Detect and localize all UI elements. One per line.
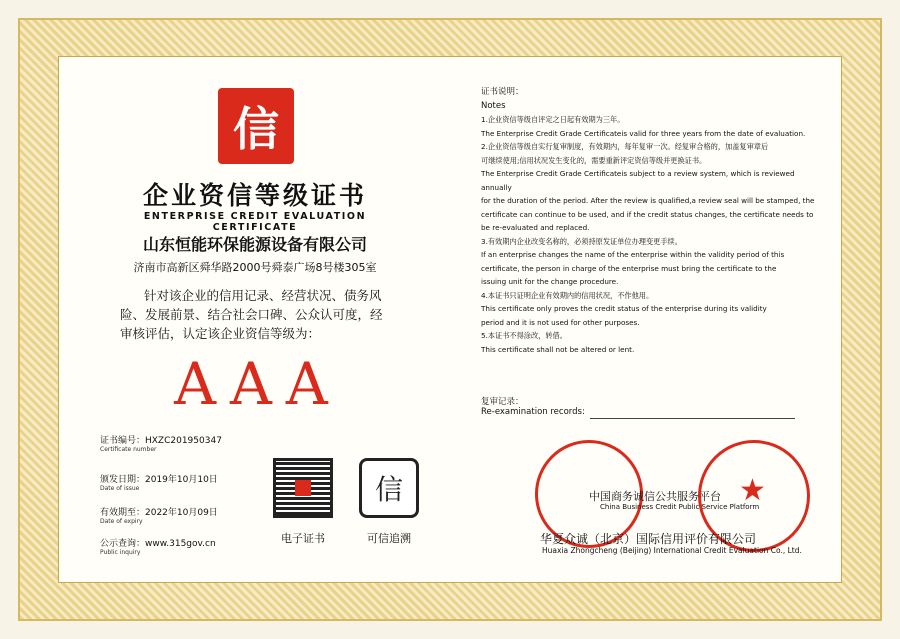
issue-date-field — [100, 472, 218, 492]
notes-heading-cn: 证书说明： — [481, 87, 524, 97]
trust-trace-label: 可信追溯 — [367, 532, 411, 545]
recheck-label-en: Re-examination records: — [481, 407, 585, 417]
trust-trace-icon[interactable]: 信 — [359, 458, 419, 518]
evaluation-statement: 针对该企业的信用记录、经营状况、债务风险、发展前景、结合社会口碑、公众认可度，经审核评估，认定该企业资信等级为： — [120, 288, 383, 341]
qr-code-icon[interactable] — [273, 458, 333, 518]
note-line: issuing unit for the change procedure. — [481, 277, 619, 286]
company-address: 济南市高新区舜华路2000号舜泰广场8号楼305室 — [133, 261, 377, 274]
company-name: 山东恒能环保能源设备有限公司 — [142, 235, 367, 254]
note-line: The Enterprise Credit Grade Certificateis valid for three years from the date of evaluation. — [481, 128, 806, 138]
certificate-number-field — [100, 433, 222, 453]
seal-star-icon: ★ — [739, 473, 766, 508]
recheck-signature-line — [590, 418, 795, 419]
note-line: be re-evaluated and replaced. — [481, 223, 590, 232]
recheck-label-cn: 复审记录： — [481, 397, 524, 407]
note-line: certificate, the person in charge of the enterprise must bring the certificate to the — [481, 263, 777, 273]
public-inquiry-field — [100, 536, 216, 556]
note-line: period and it is not used for other purposes. — [481, 317, 640, 327]
expiry-date-field — [100, 505, 218, 525]
certificate-title-en: ENTERPRISE CREDIT EVALUATION CERTIFICATE — [143, 211, 367, 233]
note-line: 1.企业资信等级自评定之日起有效期为三年。 — [481, 115, 625, 124]
recheck-section — [481, 395, 585, 417]
public-inquiry-label-en: Public inquiry — [100, 549, 141, 556]
note-line: for the duration of the period. After the review is qualified,a review seal will be stamped, the — [481, 196, 815, 205]
platform-name-en: China Business Credit Public Service Platform — [600, 503, 760, 511]
expiry-date: 有效期至：2022年10月09日 — [100, 508, 218, 518]
evaluator-name: 华夏众诚（北京）国际信用评价有限公司 — [540, 532, 757, 546]
evaluator-name-en: Huaxia Zhongcheng (Beijing) International Credit Evaluation Co., Ltd. — [542, 546, 802, 555]
note-line: If an enterprise changes the name of the enterprise within the validity period of this — [481, 250, 785, 259]
public-inquiry: 公示查询：www.315gov.cn — [100, 539, 216, 549]
issue-date-label-en: Date of issue — [100, 485, 140, 492]
note-line: certificate can continue to be used, and if the credit status changes, the certificate needs to — [481, 209, 814, 219]
certificate-title: 企业资信等级证书 — [142, 181, 367, 210]
issue-date: 颁发日期：2019年10月10日 — [100, 475, 218, 485]
note-line: The Enterprise Credit Grade Certificateis subject to a review system, which is reviewed annually — [481, 169, 795, 192]
note-line: 3.有效期内企业改变名称的，必须持原发证单位办理变更手续。 — [481, 236, 682, 246]
notes-section — [481, 86, 821, 356]
electronic-certificate-label: 电子证书 — [281, 532, 325, 545]
note-line: 可继续使用;信用状况发生变化的，需要重新评定资信等级并更换证书。 — [481, 155, 707, 165]
certificate-number: 证书编号：HXZC201950347 — [100, 436, 222, 446]
expiry-date-label-en: Date of expiry — [100, 518, 143, 525]
certificate-number-label-en: Certificate number — [100, 446, 157, 453]
note-line: This certificate only proves the credit status of the enterprise during its validity — [481, 304, 767, 313]
credit-grade: AAA — [174, 350, 342, 418]
notes-heading-en: Notes — [481, 100, 506, 111]
note-line: 4.本证书只证明企业有效期内的信用状况，不作他用。 — [481, 290, 654, 300]
credit-logo-icon: 信 — [218, 88, 294, 164]
platform-name: 中国商务诚信公共服务平台 — [589, 490, 721, 503]
note-line: 5.本证书不得涂改，转借。 — [481, 331, 567, 340]
note-line: 2.企业资信等级自实行复审制度，有效期内，每年复审一次。经复审合格的，加盖复审章后 — [481, 142, 769, 151]
note-line: This certificate shall not be altered or lent. — [481, 344, 635, 354]
qr-center-badge — [295, 480, 311, 496]
